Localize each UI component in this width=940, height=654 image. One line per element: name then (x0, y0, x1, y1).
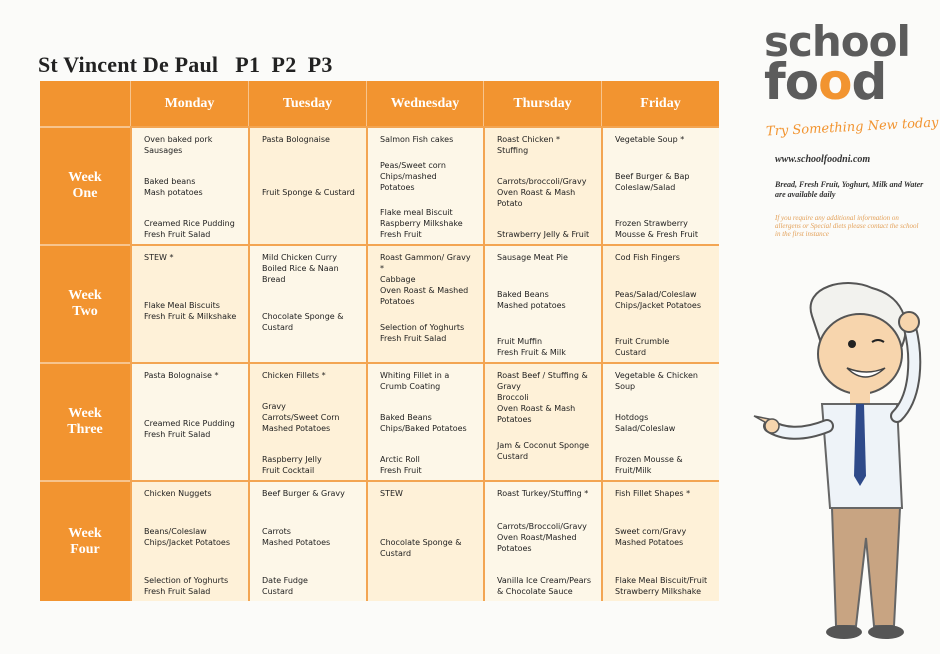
day-header-wednesday: Wednesday (366, 81, 483, 126)
menu-item: Raspberry Jelly Fruit Cocktail (262, 455, 322, 475)
waving-chef-character-icon (752, 276, 932, 646)
menu-item: Roast Beef / Stuffing & Gravy Broccoli Oven Roast & Mash Potatoes (497, 371, 588, 424)
menu-item: Gravy Carrots/Sweet Corn Mashed Potatoes (262, 402, 340, 433)
menu-item: Baked Beans Mashed potatoes (497, 289, 566, 310)
menu-item: Creamed Rice Pudding Fresh Fruit Salad (144, 418, 235, 439)
menu-item: Fish Fillet Shapes * (615, 489, 691, 498)
logo-line-food (764, 53, 910, 111)
menu-cell-monday (130, 362, 248, 480)
week-label-line1: Week (68, 170, 102, 185)
menu-item: Carrots/broccoli/Gravy Oven Roast & Mash Potato (497, 177, 587, 208)
menu-cell-tuesday (248, 126, 366, 244)
menu-cell-monday (130, 244, 248, 362)
menu-item: Vegetable & Chicken Soup (615, 371, 698, 391)
week-label (40, 244, 130, 362)
page-title: St Vincent De Paul P1 P2 P3 (38, 52, 333, 77)
menu-cell-friday (601, 126, 719, 244)
day-header-thursday: Thursday (483, 81, 601, 126)
menu-cell-friday (601, 480, 719, 601)
menu-item: Selection of Yoghurts Fresh Fruit Salad (380, 322, 465, 343)
menu-item: STEW * (144, 253, 174, 262)
week-label-line2: One (72, 186, 98, 201)
menu-cell-tuesday (248, 244, 366, 362)
website-link[interactable]: www.schoolfoodni.com (775, 154, 871, 165)
week-label (40, 480, 130, 601)
menu-item: Pasta Bolognaise * (144, 371, 219, 380)
menu-item: Oven baked pork Sausages (144, 135, 213, 155)
menu-item: Pasta Bolognaise (262, 135, 330, 144)
menu-item: Vanilla Ice Cream/Pears & Chocolate Sauce (497, 576, 591, 596)
menu-item: Peas/Salad/Coleslaw Chips/Jacket Potatoes (615, 289, 702, 310)
menu-item: Chocolate Sponge & Custard (262, 311, 344, 332)
menu-cell-monday (130, 126, 248, 244)
menu-item: Selection of Yoghurts Fresh Fruit Salad (144, 576, 229, 596)
menu-item: Jam & Coconut Sponge Custard (497, 440, 590, 461)
menu-item: Flake Meal Biscuit/Fruit Strawberry Milkshake (615, 576, 708, 596)
menu-cell-wednesday (366, 362, 483, 480)
logo-food-part2: d (851, 53, 887, 111)
menu-cell-friday (601, 362, 719, 480)
menu-cell-friday (601, 244, 719, 362)
daily-availability-note: Bread, Fresh Fruit, Yoghurt, Milk and Water are available daily (775, 180, 924, 199)
menu-item: Roast Gammon/ Gravy * Cabbage Oven Roast & Mashed Potatoes (380, 253, 471, 306)
day-header-friday: Friday (601, 81, 719, 126)
logo-line-school: school (764, 17, 910, 66)
table-corner (40, 81, 130, 126)
menu-item: Carrots Mashed Potatoes (262, 527, 331, 547)
menu-item: Frozen Mousse & Fruit/Milk (615, 455, 683, 475)
week-label-line2: Three (67, 422, 103, 437)
menu-item: Date Fudge Custard (262, 576, 308, 596)
menu-item: Chicken Nuggets (144, 489, 212, 498)
menu-item: Sausage Meat Pie (497, 253, 568, 262)
week-label (40, 126, 130, 244)
menu-item: Fruit Sponge & Custard (262, 188, 355, 197)
menu-table (40, 81, 719, 601)
menu-item: Flake meal Biscuit Raspberry Milkshake Fresh Fruit (380, 208, 463, 239)
menu-cell-wednesday (366, 126, 483, 244)
week-label-line2: Two (72, 304, 98, 319)
day-header-tuesday: Tuesday (248, 81, 366, 126)
menu-item: Whiting Fillet in a Crumb Coating (380, 371, 450, 391)
menu-cell-wednesday (366, 244, 483, 362)
menu-item: Frozen Strawberry Mousse & Fresh Fruit (615, 219, 699, 239)
menu-cell-thursday (483, 480, 601, 601)
menu-item: Baked Beans Chips/Baked Potatoes (380, 413, 467, 433)
menu-cell-thursday (483, 362, 601, 480)
menu-item: Vegetable Soup * (615, 135, 685, 144)
menu-cell-thursday (483, 126, 601, 244)
menu-item: Beef Burger & Gravy (262, 489, 345, 498)
menu-cell-tuesday (248, 362, 366, 480)
menu-item: Beef Burger & Bap Coleslaw/Salad (615, 171, 690, 192)
allergen-note: If you require any additional information on allergens or Special diets please contact the school in the first instance (775, 214, 919, 238)
menu-item: Hotdogs Salad/Coleslaw (615, 413, 676, 433)
week-label-line1: Week (68, 525, 102, 541)
menu-item: Baked beans Mash potatoes (144, 177, 203, 197)
week-label-line1: Week (68, 288, 102, 303)
week-label (40, 362, 130, 480)
day-header-monday: Monday (130, 81, 248, 126)
menu-item: Flake Meal Biscuits Fresh Fruit & Milkshake (144, 300, 237, 321)
menu-item: Cod Fish Fingers (615, 253, 680, 262)
menu-item: Beans/Coleslaw Chips/Jacket Potatoes (144, 527, 231, 547)
menu-item: Chocolate Sponge & Custard (380, 538, 462, 558)
menu-item: Fruit Crumble Custard (615, 337, 670, 357)
menu-item: Fruit Muffin Fresh Fruit & Milk (497, 337, 566, 357)
week-label-line2: Four (70, 541, 100, 557)
menu-cell-thursday (483, 244, 601, 362)
logo-food-part1: fo (764, 53, 819, 111)
menu-cell-tuesday (248, 480, 366, 601)
menu-item: Roast Chicken * Stuffing (497, 135, 561, 155)
menu-item: Arctic Roll Fresh Fruit (380, 455, 422, 475)
menu-item: Carrots/Broccoli/Gravy Oven Roast/Mashed Potatoes (497, 521, 587, 553)
tagline: Try Something New today (765, 115, 939, 140)
menu-item: Creamed Rice Pudding Fresh Fruit Salad (144, 219, 235, 239)
menu-item: Peas/Sweet corn Chips/mashed Potatoes (380, 160, 446, 192)
menu-cell-monday (130, 480, 248, 601)
menu-cell-wednesday (366, 480, 483, 601)
menu-item: Roast Turkey/Stuffing * (497, 489, 589, 498)
menu-item: Mild Chicken Curry Boiled Rice & Naan Bread (262, 253, 339, 284)
menu-item: Salmon Fish cakes (380, 135, 454, 144)
menu-item: Strawberry Jelly & Fruit (497, 230, 590, 239)
week-label-line1: Week (68, 406, 102, 421)
school-food-logo (764, 17, 910, 111)
menu-item: Sweet corn/Gravy Mashed Potatoes (615, 527, 687, 547)
logo-food-orange-o: o (818, 53, 852, 111)
menu-item: STEW (380, 489, 403, 498)
menu-item: Chicken Fillets * (262, 371, 326, 380)
